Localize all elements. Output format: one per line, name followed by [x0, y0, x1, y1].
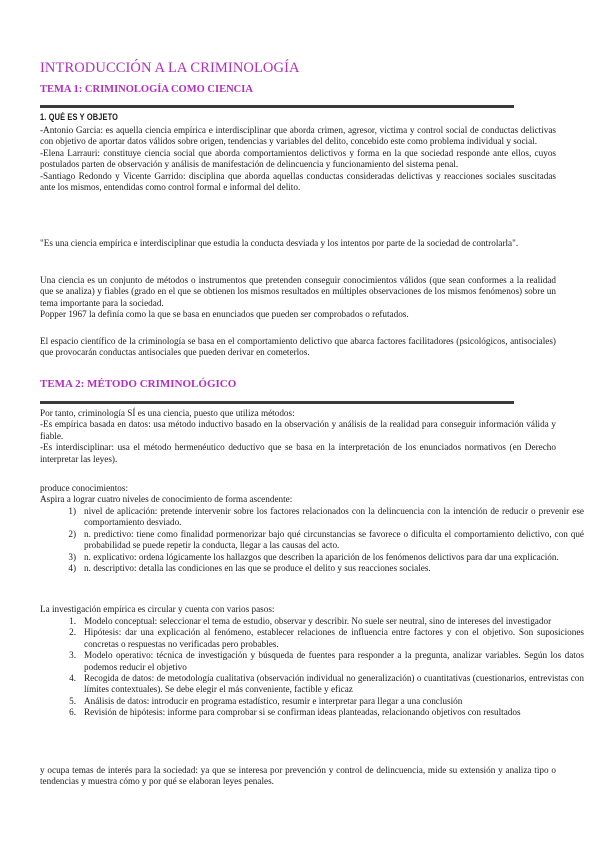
closing-paragraph: y ocupa temas de interés para la sociedad: ya que se interesa por prevención y control de delincuencia, mide su extensión y analiza tipo o tendencias y muestra cómo y por qué se elaboran leyes penales. — [40, 765, 556, 787]
espacio-cientifico: El espacio científico de la criminología se basa en el comportamiento delictivo que abarca factores facilitadores (psicológicos, antisociales) que provocarán conductas antisociales que pueden derivar en cometerlos. — [40, 336, 556, 358]
research-steps-list — [56, 616, 584, 719]
tema1-heading: TEMA 1: CRIMINOLOGÍA COMO CIENCIA — [40, 84, 253, 95]
method-empirica: -Es empírica basada en datos: usa método inductivo basado en la observación y análisis de la realidad para conseguir información válida y fiable. — [40, 419, 556, 441]
document-title: INTRODUCCIÓN A LA CRIMINOLOGÍA — [40, 60, 300, 76]
definition-garcia: -Antonio Garcia: es aquella ciencia empírica e interdisciplinar que aborda crimen, agresor, victima y control social de conductas delictivas con objetivo de aportar datos válidos sobre origen, tendencias y variables del delito, concebido este como problema individual y social. — [40, 125, 556, 147]
list-item: nivel de aplicación: pretende intervenir sobre los factores relacionados con la delincuencia con la intención de reducir o prevenir ese comportamiento desviado. — [84, 506, 584, 528]
investigacion-intro-block — [40, 604, 556, 615]
knowledge-levels-list — [56, 506, 584, 574]
tema1-divider — [40, 105, 514, 108]
quote-block — [40, 238, 556, 249]
definitions-block — [40, 125, 556, 193]
tema2-divider — [40, 401, 514, 404]
tema2-heading: TEMA 2: MÉTODO CRIMINOLÓGICO — [40, 378, 237, 390]
list-item: n. descriptivo: detalla las condiciones en las que se produce el delito y sus reacciones sociales. — [84, 563, 431, 574]
definition-larrauri: -Elena Larrauri: constituye ciencia social que aborda comportamientos delictivos y forma en la que sociedad responde ante ellos, cuyos postulados parten de observación y análisis de manifestación de delincuencia y funcionamiento del sistema penal. — [40, 147, 556, 170]
definition-quote: "Es una ciencia empírica e interdisciplinar que estudia la conducta desviada y los intentos por parte de la sociedad de controlarla". — [40, 238, 519, 248]
list-item: Análisis de datos: introducir en programa estadístico, resumir e interpretar para llegar a una conclusión — [84, 695, 463, 706]
definition-redondo-garrido: -Santiago Redondo y Vicente Garrido: disciplina que aborda aquellas conductas consideradas delictivas y reacciones sociales suscitadas ante los mismos, entendidas como control formal e informal del delito. — [40, 170, 556, 193]
list-item: Hipótesis: dar una explicación al fenómeno, establecer relaciones de influencia entre factores y con el objetivo. Son suposiciones concretas o respuestas no verificadas pero probables. — [84, 627, 584, 649]
method-interdisciplinar: -Es interdisciplinar: usa el método hermenéutico deductivo que se basa en la interpretación de los enunciados normativos (en Derecho interpretar las leyes). — [40, 442, 556, 464]
closing-block — [40, 765, 556, 788]
list-item: Modelo conceptual: seleccionar el tema de estudio, observar y describir. No suele ser neutral, sino de intereses del investigador — [84, 616, 552, 626]
tema1-subheading: 1. QUÉ ES Y OBJETO — [40, 112, 119, 122]
list-item: n. predictivo: tiene como finalidad pormenorizar bajo qué circunstancias se favorece o dificulta el comportamiento delictivo, con qué probabilidad se puede repetir la conducta, llegar a las causas del acto. — [84, 528, 584, 551]
method-intro-block — [40, 408, 556, 465]
method-intro: Por tanto, criminología SÍ es una ciencia, puesto que utiliza métodos: — [40, 408, 295, 418]
popper-definition: Popper 1967 la definía como la que se basa en enunciados que pueden ser comprobados o refutados. — [40, 309, 409, 320]
list-item: Recogida de datos: de metodología cualitativa (observación individual no generalización) o cuantitativas (cuestionarios, entrevistas con límites contextuales). Se debe elegir el más conveniente, factible y eficaz — [84, 673, 584, 695]
produce-aspira: Aspira a lograr cuatro niveles de conocimiento de forma ascendente: — [40, 494, 293, 505]
science-definition: Una ciencia es un conjunto de métodos o instrumentos que pretenden conseguir conocimientos válidos (que sean conformes a la realidad que se analiza) y fiables (grado en el que se obtienen los mismos resultados en múltiples observaciones de los mismos fenómenos) sobre un tema importante para la sociedad. — [40, 275, 556, 308]
list-item: Modelo operativo: técnica de investigación y búsqueda de fuentes para responder a la pregunta, analizar variables. Según los datos podemos reducir el objetivo — [84, 650, 584, 672]
espacio-block — [40, 336, 556, 359]
list-item: n. explicativo: ordena lógicamente los hallazgos que describen la aparición de los fenómenos delictivos para dar una explicación. — [84, 551, 559, 562]
science-block — [40, 275, 556, 321]
produce-block — [40, 483, 556, 506]
list-item: Revisión de hipótesis: informe para comprobar si se confirman ideas planteadas, relacionando objetivos con resultados — [84, 707, 521, 718]
produce-label: produce conocimientos: — [40, 483, 129, 493]
investigacion-intro: La investigación empírica es circular y cuenta con varios pasos: — [40, 604, 275, 614]
